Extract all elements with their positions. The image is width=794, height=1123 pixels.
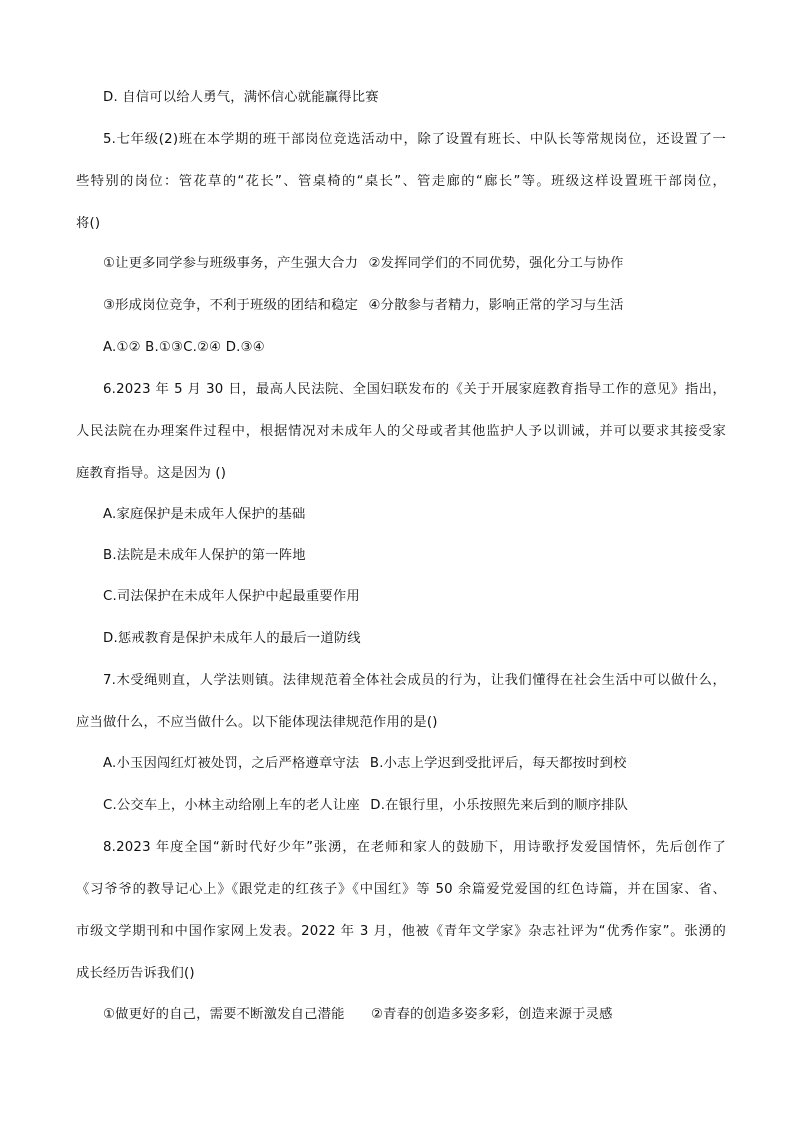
question-6-stem-line-3: 庭教育指导。这是因为 (): [76, 466, 227, 481]
question-5-statement-3: ③形成岗位竞争，不利于班级的团结和稳定: [103, 298, 359, 313]
question-5-statements-row-1: [103, 254, 794, 274]
question-6-stem-line-2: 人民法院在办理案件过程中，根据情况对未成年人的父母或者其他监护人予以训诫，并可以要求其接受家: [76, 424, 726, 439]
question-8-statements-row-1: [103, 1005, 794, 1025]
question-6-option-d: D.惩戒教育是保护未成年人的最后一道防线: [103, 631, 361, 646]
question-5-statement-1: ①让更多同学参与班级事务，产生强大合力: [103, 256, 359, 271]
question-7-option-c: C.公交车上，小林主动给刚上车的老人让座: [103, 798, 360, 813]
question-8-stem-line-4: 成长经历告诉我们(): [76, 966, 195, 981]
question-8-statement-2: ②青春的创造多姿多彩，创造来源于灵感: [371, 1007, 613, 1022]
question-8-stem-line-3: 市级文学期刊和中国作家网上发表。2022 年 3 月，他被《青年文学家》杂志社评为“优秀作家”。张湧的: [76, 924, 726, 939]
question-7-options-row-1: [103, 754, 794, 774]
question-4-option-d: D. 自信可以给人勇气，满怀信心就能赢得比赛: [103, 90, 379, 105]
question-5-statement-2: ②发挥同学们的不同优势，强化分工与协作: [368, 256, 624, 271]
question-8-stem-line-2: 《习爷爷的教导记心上》《跟党走的红孩子》《中国红》等 50 余篇爱党爱国的红色诗篇，并在国家、省、: [76, 882, 726, 897]
question-7-option-b: B.小志上学迟到受批评后，每天都按时到校: [369, 756, 627, 771]
question-7-options-row-2: [103, 796, 794, 816]
question-5-stem-line-1: 5.七年级(2)班在本学期的班干部岗位竞选活动中，除了设置有班长、中队长等常规岗位，还设置了一: [103, 132, 726, 147]
question-5-statements-row-2: [103, 296, 794, 316]
question-6-option-a: A.家庭保护是未成年人保护的基础: [103, 507, 306, 522]
question-6-option-c: C.司法保护在未成年人保护中起最重要作用: [103, 589, 360, 604]
question-5-stem-line-2: 些特别的岗位：管花草的“花长”、管桌椅的“桌长”、管走廊的“廊长”等。班级这样设置班干部岗位，: [76, 174, 726, 189]
question-6-stem-line-1: 6.2023 年 5 月 30 日，最高人民法院、全国妇联发布的《关于开展家庭教育指导工作的意见》指出，: [103, 382, 726, 397]
question-6-option-b: B.法院是未成年人保护的第一阵地: [103, 548, 306, 563]
question-7-stem-line-2: 应当做什么，不应当做什么。以下能体现法律规范作用的是(): [76, 715, 438, 730]
question-5-statement-4: ④分散参与者精力，影响正常的学习与生活: [368, 298, 624, 313]
question-7-stem-line-1: 7.木受绳则直，人学法则镇。法律规范着全体社会成员的行为，让我们懂得在社会生活中可以做什么，: [103, 673, 726, 688]
question-5-choices: A.①② B.①③C.②④ D.③④: [103, 340, 265, 355]
question-7-option-a: A.小玉因闯红灯被处罚，之后严格遵章守法: [103, 756, 360, 771]
question-8-statement-1: ①做更好的自己，需要不断激发自己潜能: [103, 1007, 345, 1022]
question-8-stem-line-1: 8.2023 年度全国“新时代好少年”张湧，在老师和家人的鼓励下，用诗歌抒发爱国情怀，先后创作了: [103, 840, 726, 855]
question-5-stem-line-3: 将(): [76, 216, 101, 231]
question-7-option-d: D.在银行里，小乐按照先来后到的顺序排队: [370, 798, 629, 813]
